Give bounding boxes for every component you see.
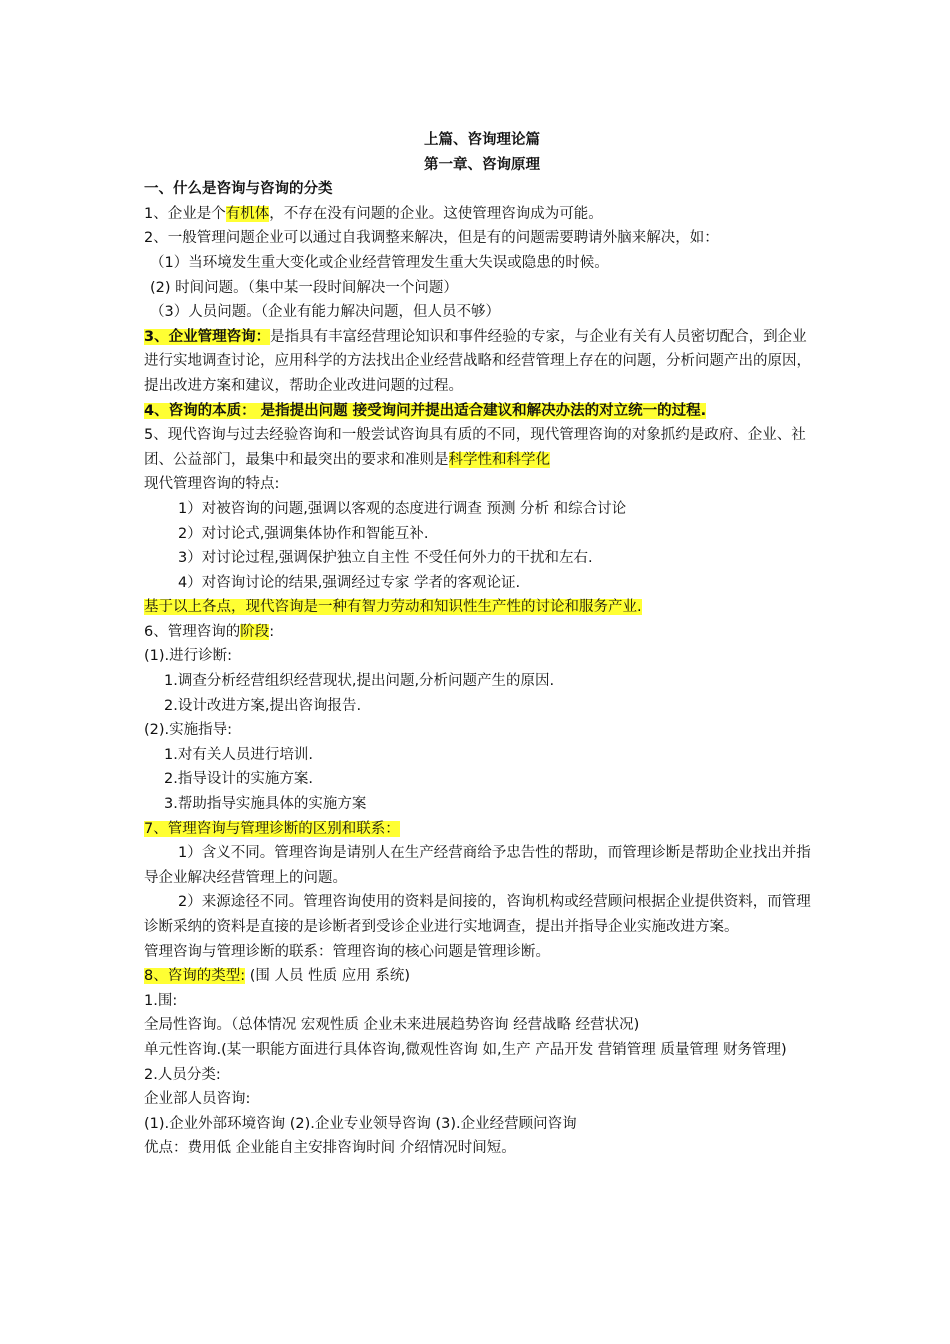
paragraph-4 bbox=[144, 399, 820, 424]
type-item: 全局性咨询。（总体情况 宏观性质 企业未来进展趋势咨询 经营战略 经营状况) bbox=[144, 1017, 640, 1034]
paragraph-6: 6、管理咨询的阶段: bbox=[144, 623, 275, 640]
list-item: 1.调查分析经营组织经营现状,提出问题,分析问题产生的原因. bbox=[164, 673, 555, 690]
paragraph-7-link: 管理咨询与管理诊断的联系：管理咨询的核心问题是管理诊断。 bbox=[144, 943, 550, 960]
part-title: 上篇、咨询理论篇 bbox=[424, 132, 540, 148]
document-body bbox=[144, 128, 820, 1161]
stage-heading: (2).实施指导: bbox=[144, 722, 233, 739]
paragraph-1: 1、企业是个有机体，不存在没有问题的企业。这使管理咨询成为可能。 bbox=[144, 205, 603, 222]
paragraph-3: 3、企业管理咨询：是指具有丰富经营理论知识和事件经验的专家，与企业有关有人员密切配合，到企业进行实地调查讨论，应用科学的方法找出企业经营战略和经营管理上存在的问题，分析问题产出的原因，提出改进方案和建议，帮助企业改进问题的过程。 bbox=[144, 328, 811, 394]
type-item: 企业部人员咨询: bbox=[144, 1091, 251, 1108]
list-item: 1）对被咨询的问题,强调以客观的态度进行调查 预测 分析 和综合讨论 bbox=[178, 500, 627, 517]
highlight: 4、咨询的本质： 是指提出问题 接受询问并提出适合建议和解决办法的对立统一的过程. bbox=[144, 402, 707, 419]
list-item: （1）当环境发生重大变化或企业经营管理发生重大失误或隐患的时候。 bbox=[150, 254, 609, 271]
list-item: 1.对有关人员进行培训. bbox=[164, 746, 313, 763]
type-item: 优点：费用低 企业能自主安排咨询时间 介绍情况时间短。 bbox=[144, 1140, 516, 1157]
chapter-title: 第一章、咨询原理 bbox=[424, 156, 540, 173]
type-item: 单元性咨询.(某一职能方面进行具体咨询,微观性咨询 如,生产 产品开发 营销管理 质量管理 财务管理) bbox=[144, 1041, 787, 1058]
list-item: 3.帮助指导实施具体的实施方案 bbox=[164, 796, 367, 813]
list-item: (2) 时间问题。（集中某一段时间解决一个问题） bbox=[150, 279, 458, 296]
list-item: 3）对讨论过程,强调保护独立自主性 不受任何外力的干扰和左右. bbox=[178, 550, 593, 567]
list-item: （3）人员问题。（企业有能力解决问题，但人员不够） bbox=[150, 304, 500, 321]
highlight: 有机体 bbox=[225, 205, 270, 222]
summary bbox=[144, 595, 820, 620]
paragraph-8: 8、咨询的类型: (围 人员 性质 应用 系统) bbox=[144, 968, 410, 985]
list-item: 2.指导设计的实施方案. bbox=[164, 771, 313, 788]
highlight: 基于以上各点，现代咨询是一种有智力劳动和知识性生产性的讨论和服务产业. bbox=[144, 599, 642, 616]
section-heading: 一、什么是咨询与咨询的分类 bbox=[144, 181, 333, 198]
highlight: 阶段 bbox=[240, 623, 270, 640]
stage-heading: (1).进行诊断: bbox=[144, 648, 233, 665]
type-heading: 1.围: bbox=[144, 992, 178, 1009]
list-item: 4）对咨询讨论的结果,强调经过专家 学者的客观论证. bbox=[178, 574, 521, 591]
type-heading: 2.人员分类: bbox=[144, 1066, 221, 1083]
highlight: 8、咨询的类型: bbox=[144, 968, 246, 985]
paragraph-5: 5、现代咨询与过去经验咨询和一般尝试咨询具有质的不同，现代管理咨询的对象抓约是政府、企业、社团、公益部门，最集中和最突出的要求和准则是科学性和科学化 bbox=[144, 427, 806, 468]
type-item: (1).企业外部环境咨询 (2).企业专业领导咨询 (3).企业经营顾问咨询 bbox=[144, 1115, 577, 1132]
paragraph-7-2: 2）来源途径不同。管理咨询使用的资料是间接的，咨询机构或经营顾问根据企业提供资料，而管理诊断采纳的资料是直接的是诊断者到受诊企业进行实地调查，提出并指导企业实施改进方案。 bbox=[144, 894, 811, 935]
paragraph-7-heading bbox=[144, 817, 820, 842]
list-item: 2）对讨论式,强调集体协作和智能互补. bbox=[178, 525, 429, 542]
highlight: 3、企业管理咨询： bbox=[144, 328, 271, 345]
features-title: 现代管理咨询的特点: bbox=[144, 476, 280, 493]
list-item: 2.设计改进方案,提出咨询报告. bbox=[164, 697, 362, 714]
paragraph-2: 2、一般管理问题企业可以通过自我调整来解决，但是有的问题需要聘请外脑来解决，如： bbox=[144, 230, 719, 247]
highlight: 7、管理咨询与管理诊断的区别和联系： bbox=[144, 820, 400, 837]
paragraph-7-1: 1）含义不同。管理咨询是请别人在生产经营商给予忠告性的帮助，而管理诊断是帮助企业找出并指导企业解决经营管理上的问题。 bbox=[144, 845, 811, 886]
highlight: 科学性和科学化 bbox=[448, 451, 550, 468]
